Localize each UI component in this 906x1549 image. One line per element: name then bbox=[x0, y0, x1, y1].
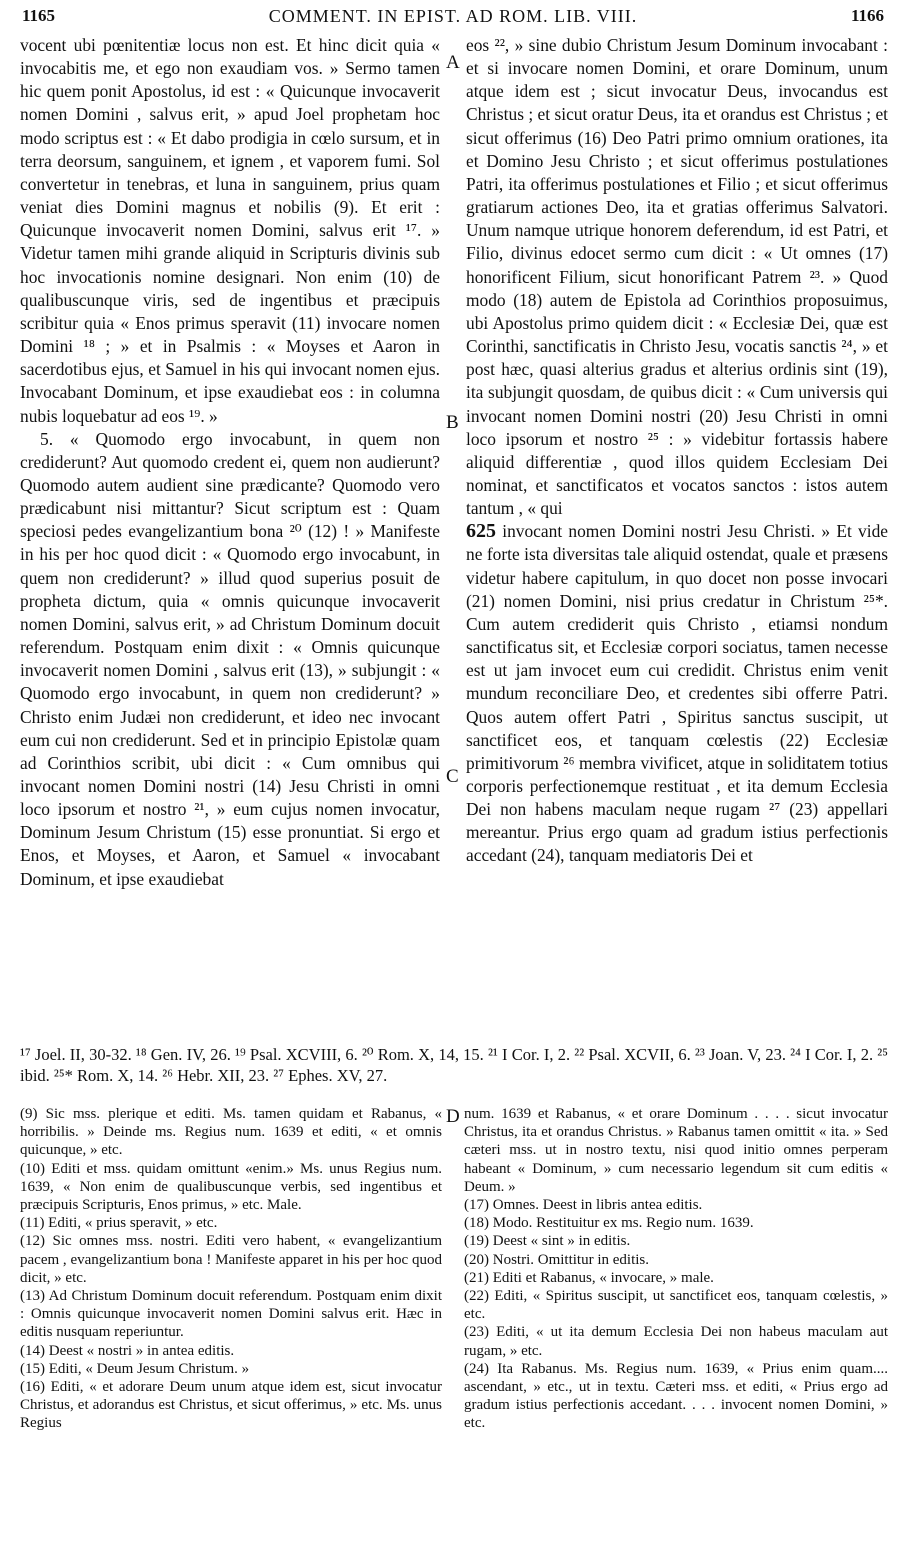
margin-letter-b: B bbox=[446, 412, 459, 433]
footnote: (12) Sic omnes mss. nostri. Editi vero habent, « evangelizantium pacem , evangelizantium bona ! Manifeste apparet in his per hoc quod dicit, » etc. bbox=[20, 1233, 442, 1286]
footnote: (23) Editi, « ut ita demum Ecclesia Dei non habeus maculam aut rugam, » etc. bbox=[464, 1324, 888, 1359]
margin-letter-d: D bbox=[446, 1106, 460, 1127]
margin-letter-a: A bbox=[446, 52, 460, 73]
footnote: (9) Sic mss. plerique et editi. Ms. tamen quidam et Rabanus, « horribilis. » Deinde ms. Regius num. 1639 et editi, « et omnis quicunque, » etc. bbox=[20, 1106, 442, 1159]
footnote: (21) Editi et Rabanus, « invocare, » male. bbox=[464, 1269, 714, 1286]
paragraph: eos ²², » sine dubio Christum Jesum Dominum invocabant : et si invocare nomen Domini, et orare Dominum, unum atque idem est ; sicut invocatur Deus, invocandus est Christus ; et sicut oratur Deus, ita et orandus est Christus ; et sicut offerimus (16) Deo Patri primo omnium orationes, ita et Domino Jesu Christo ; et sicut offerimus postulationes Patri, ita offerimus postulationes et Filio ; et sicut offerimus gratiarum actiones Deo, ita et gratias offerimus Salvatori. Unum namque utrique honorem deferendum, id est Patri, et Filio, divinus edocet sermo cum dicit : « Ut omnes (17) honorificent Filium, sicut honorificant Patrem ²³. » Quod modo (18) autem de Epistola ad Corinthios proposuimus, ubi Apostolus primo quidem dicit : « Ecclesiæ Dei, quæ est Corinthi, sanctificatis in Christo Jesu, vocatis sanctis ²⁴, » et post hæc, quasi alterius gradus et alterius ordinis sint (19), ita subjungit quosdam, de quibus dicit : « Cum universis qui invocant nomen Domini nostri (20) Jesu Christi in omni loco ipsorum et nostro ²⁵ : » videbitur fortassis habere aliquid differentiæ , quod illos quidem Ecclesiam Dei nominat, et sanctificatos et vocatos sanctos : istos autem tantum , « qui bbox=[466, 35, 888, 519]
footnote: (24) Ita Rabanus. Ms. Regius num. 1639, « Prius enim quam.... ascendant, » etc., ut in textu. Cæteri mss. et editi, « Prius ergo ad gradum istius perfectionis accedant. . . . invocent nomen Domini, » etc. bbox=[464, 1360, 888, 1432]
footnote: (18) Modo. Restituitur ex ms. Regio num. 1639. bbox=[464, 1215, 754, 1232]
paragraph-text: invocant nomen Domini nostri Jesu Christi. » Et vide ne forte ista diversitas tale aliquid ostendat, quale et præsens videtur habere capitulum, in quo docet non posse invocari (21) nomen Domini, nisi prius credatur in Christum ²⁵*. Cum autem crediderit quis Christo , etiamsi nondum sanctificatus sit, et Ecclesiæ corpori sociatus, tamen necesse est ut jam invocet eum cui credidit. Christus enim venit mundum reconciliare Deo, et credentes sibi offerre Patri. Quos autem offert Patri , Spiritus sanctus suscipit, ut sanctificet eos, et tanquam cœlestis (22) Ecclesiæ primitivorum ²⁶ membra vivificet, atque in soliditatem totius corporis perfectionemque restituat , et ita demum Ecclesia Dei non habens maculam neque rugam ²⁷ (23) appellari mereantur. Prius ergo quam ad gradum istius perfectionis accedant (24), tanquam mediatoris Dei et bbox=[466, 521, 888, 866]
paragraph-with-page-marker bbox=[466, 520, 888, 867]
footnote: (13) Ad Christum Dominum docuit referendum. Postquam enim dixit : Omnis quicunque invocaverit nomen Domini salvus erit. Hæc in editis nusquam reperiuntur. bbox=[20, 1288, 442, 1341]
paragraph: 5. « Quomodo ergo invocabunt, in quem non crediderunt? Aut quomodo credent ei, quem non audierunt? Quomodo autem audient sine prædicante? Quomodo vero prædicabunt nisi mittantur? Sicut scriptum est : Quam speciosi pedes evangelizantium bona ²⁰ (12) ! » Manifeste in his per hoc quod dicit : « Quomodo ergo invocabunt, in quem non crediderunt? » illud quod superius posuit de propheta dictum, quia « omnis quicunque invocaverit nomen Domini, salvus erit, » ad Christum Dominum docuit referendum. Postquam enim dixit : « Omnis quicunque invocaverit nomen Domini , salvus erit (13), » subjungit : « Quomodo ergo invocabunt, in quem non crediderunt? » Christo enim Judæi non crediderunt, et ideo nec invocant eum cui non crediderunt. Sed et in principio Epistolæ quam ad Corinthios scribit, ubi dicit : « Cum omnibus qui invocant nomen Domini nostri (14) Jesu Christi in omni loco ipsorum et nostro ²¹, » eum cujus nomen invocatur, Dominum Jesum Christum (15) esse pronuntiat. Si ergo et Enos, et Moyses, et Aaron, et Samuel « invocabant Dominum, et ipse exaudiebat bbox=[20, 428, 440, 889]
footnotes-right bbox=[464, 1105, 888, 1433]
footnote: (19) Deest « sint » in editis. bbox=[464, 1233, 631, 1250]
reference-line: ¹⁷ Joel. II, 30-32. ¹⁸ Gen. IV, 26. ¹⁹ Psal. XCVIII, 6. ²⁰ Rom. X, 14, 15. ²¹ I Cor. I, 2. ²² Psal. XCVII, 6. ²³ Joan. V, 23. ²⁴ I Cor. I, 2. ²⁵ ibid. ²⁵* Rom. X, 14. ²⁶ Hebr. XII, 23. ²⁷ Ephes. XV, 27. bbox=[20, 1045, 888, 1085]
footnote: (16) Editi, « et adorare Deum unum atque idem est, sicut invocatur Christus, et adorandus est Christus, et sicut offerimus, » etc. Ms. unus Regius bbox=[20, 1379, 442, 1432]
footnote: (20) Nostri. Omittitur in editis. bbox=[464, 1251, 649, 1268]
text-column-left bbox=[20, 34, 440, 891]
footnote: (15) Editi, « Deum Jesum Christum. » bbox=[20, 1360, 250, 1377]
scripture-references bbox=[20, 1044, 888, 1086]
margin-letter-c: C bbox=[446, 766, 459, 787]
footnote: num. 1639 et Rabanus, « et orare Dominum . . . . sicut invocatur Christus, ita et orandus Christus. » Rabanus tamen omittit « ita. » Sed cæteri mss. ut in nostro textu, nisi quod initio omnes perperam habeant « Dominum, » cum necessario legendum sit cum editis « Deum. » bbox=[464, 1106, 888, 1195]
paragraph: vocent ubi pœnitentiæ locus non est. Et hinc dicit quia « invocabitis me, et ego non exaudiam vos. » Sermo tamen hic quem ponit Apostolus, id est : « Quicunque invocaverit nomen Domini , salvus erit, » apud Joel prophetam hoc modo scriptus est : « Et dabo prodigia in cœlo sursum, et in terra deorsum, sanguinem, et ignem , et vaporem fumi. Sol convertetur in tenebras, et luna in sanguinem, prius quam veniat dies Domini magnus et nobilis (9). Et erit : Quicunque invocaverit nomen Domini, salvus erit ¹⁷. » Videtur tamen mihi grande aliquid in Scripturis divinis sub hoc invocationis nomine designari. Non enim (10) de qualibuscunque viris, sed de ingentibus et præcipuis scribitur quia « Enos primus speravit (11) invocare nomen Domini ¹⁸ ; » et in Psalmis : « Moyses et Aaron in sacerdotibus ejus, et Samuel in his qui invocant nomen ejus. Invocabant Dominum, et ipse exaudiebat eos : in columna nubis loquebatur ad eos ¹⁹. » bbox=[20, 35, 440, 426]
text-column-right bbox=[466, 34, 888, 868]
footnotes-left bbox=[20, 1105, 442, 1433]
running-header bbox=[22, 3, 884, 29]
left-page-number: 1165 bbox=[22, 6, 56, 25]
footnote: (17) Omnes. Deest in libris antea editis. bbox=[464, 1197, 703, 1214]
page-marker: 625 bbox=[466, 520, 496, 543]
footnote: (10) Editi et mss. quidam omittunt «enim.» Ms. unus Regius num. 1639, « Non enim de qualibuscunque verbis, sed ingentibus et præcipuis Scripturis, Enos primus, » etc. Male. bbox=[20, 1160, 442, 1214]
footnote: (11) Editi, « prius speravit, » etc. bbox=[20, 1215, 218, 1232]
footnote: (14) Deest « nostri » in antea editis. bbox=[20, 1342, 235, 1359]
footnote: (22) Editi, « Spiritus suscipit, ut sanctificet eos, tanquam cœlestis, » etc. bbox=[464, 1288, 888, 1323]
running-title: COMMENT. IN EPIST. AD ROM. LIB. VIII. bbox=[268, 5, 638, 26]
right-page-number: 1166 bbox=[850, 6, 884, 25]
